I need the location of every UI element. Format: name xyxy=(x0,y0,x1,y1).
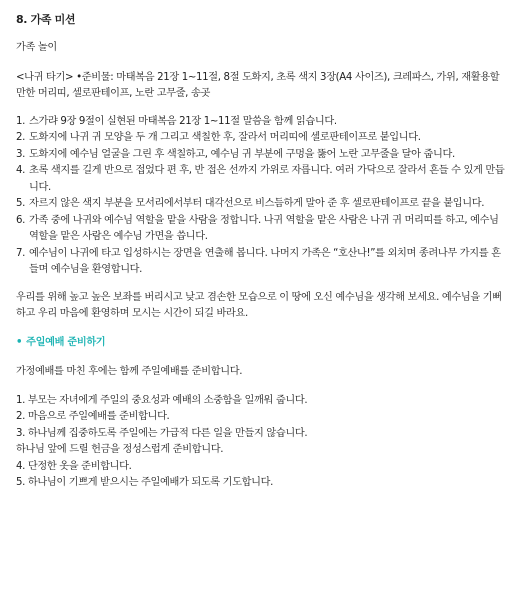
list-item xyxy=(16,147,506,164)
step-number: 3. xyxy=(16,148,26,160)
prep-list xyxy=(16,393,506,492)
step-number: 1. xyxy=(16,115,26,127)
step-number: 2. xyxy=(16,132,26,143)
steps-list xyxy=(16,114,506,279)
list-item xyxy=(16,130,506,147)
list-item: 1. 부모는 자녀에게 주일의 중요성과 예배의 소중함을 일깨워 줍니다. xyxy=(16,394,308,406)
list-item xyxy=(16,213,506,246)
step-number: 7. xyxy=(16,247,26,259)
step-text: 도화지에 나귀 귀 모양을 두 개 그리고 색칠한 후, 잘라서 머리띠에 셀로판테이프로 붙입니다. xyxy=(29,132,421,143)
step-text: 스가랴 9장 9절이 실현된 마태복음 21장 1~11절 말씀을 함께 읽습니다. xyxy=(29,115,337,127)
materials-text: <나귀 타기> •준비물: 마태복음 21장 1~11절, 8절 도화지, 초록 색지 3장(A4 사이즈), 크레파스, 가위, 재활용할 만한 머리띠, 셀로판테이프, 노란 고무줄, 송곳 xyxy=(16,71,500,99)
section-heading xyxy=(16,335,506,352)
page-title: 8. 가족 미션 xyxy=(16,13,76,26)
list-item xyxy=(16,196,506,213)
list-item: 4. 단정한 옷을 준비합니다. xyxy=(16,460,132,472)
list-item xyxy=(16,114,506,131)
list-item: 5. 하나님이 기쁘게 받으시는 주일예배가 되도록 기도합니다. xyxy=(16,477,274,488)
list-item: 3. 하나님께 집중하도록 주일에는 가급적 다른 일을 만들지 않습니다. xyxy=(16,427,308,439)
list-item xyxy=(16,246,506,279)
bullet-icon: • xyxy=(16,336,23,348)
section-intro: 가정예배를 마친 후에는 함께 주일예배를 준비합니다. xyxy=(16,366,243,377)
step-number: 5. xyxy=(16,198,26,209)
list-item: 하나님 앞에 드릴 헌금을 정성스럽게 준비합니다. xyxy=(16,444,224,455)
closing-paragraph: 우리를 위해 높고 높은 보좌를 버리시고 낮고 겸손한 모습으로 이 땅에 오신 예수님을 생각해 보세요. 예수님을 기뻐하고 우리 마음에 환영하며 모시는 시간이 되길 바라요. xyxy=(16,291,502,319)
step-text: 예수님이 나귀에 타고 입성하시는 장면을 연출해 봅니다. 나머지 가족은 “호산나!”를 외치며 종려나무 가지를 흔들며 예수님을 환영합니다. xyxy=(29,247,501,275)
step-text: 가족 중에 나귀와 예수님 역할을 맡을 사람을 정합니다. 나귀 역할을 맡은 사람은 나귀 귀 머리띠를 하고, 예수님 역할을 맡은 사람은 예수님 가면을 씁니다. xyxy=(29,214,499,242)
step-number: 4. xyxy=(16,165,26,176)
section-heading-text: 주일예배 준비하기 xyxy=(26,336,106,348)
step-number: 6. xyxy=(16,214,26,226)
step-text: 초록 색지를 길게 반으로 접었다 편 후, 반 접은 선까지 가위로 자릅니다. 여러 가닥으로 잘라서 흔들 수 있게 만듭니다. xyxy=(29,165,505,193)
subtitle: 가족 놀이 xyxy=(16,42,57,53)
step-text: 자르지 않은 색지 부분을 모서리에서부터 대각선으로 비스듬하게 말아 준 후 셀로판테이프로 끝을 붙입니다. xyxy=(29,198,485,209)
step-text: 도화지에 예수님 얼굴을 그린 후 색칠하고, 예수님 귀 부분에 구멍을 뚫어 노란 고무줄을 달아 줍니다. xyxy=(29,148,455,160)
list-item: 2. 마음으로 주일예배를 준비합니다. xyxy=(16,411,170,422)
list-item xyxy=(16,163,506,196)
